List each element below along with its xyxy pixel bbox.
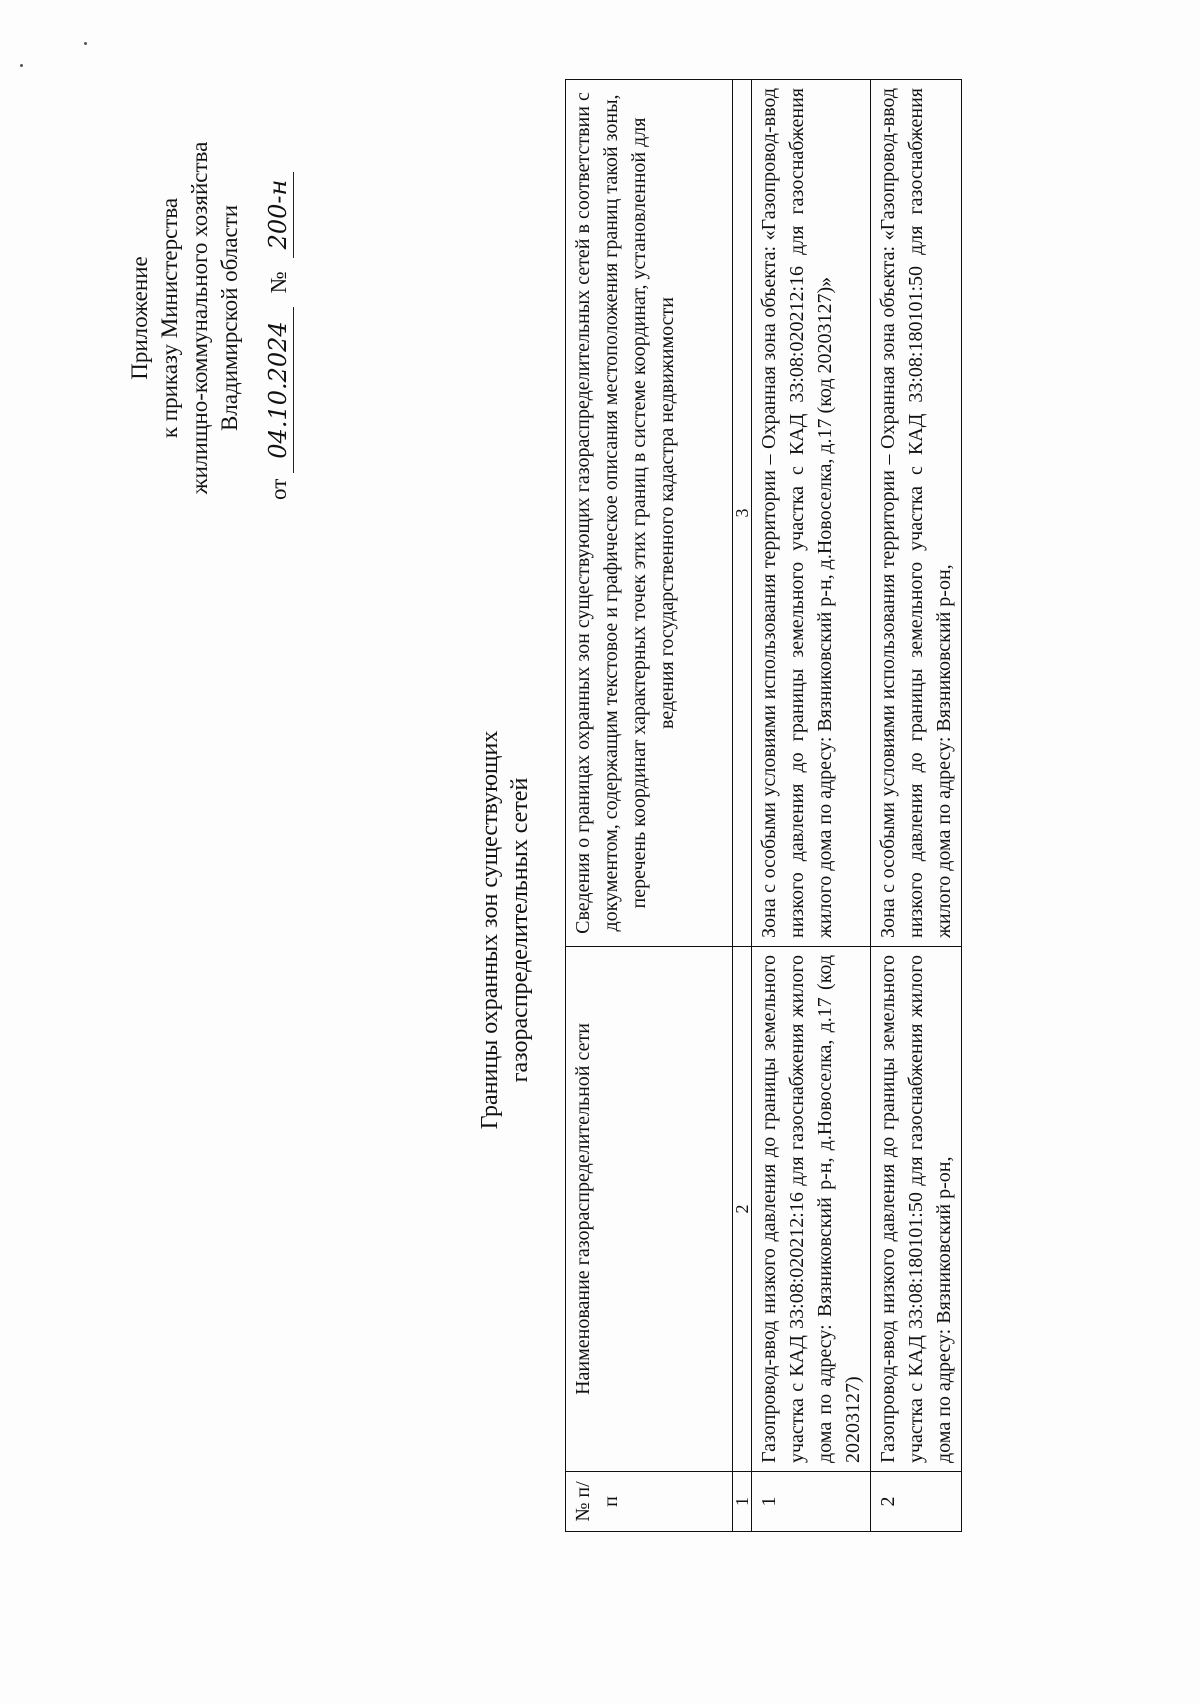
header-zone-info: Сведения о границах охранных зон существующих газораспределительных сетей в соответствии с документом, содержащим текстовое и графическое описания местоположения границ такой зоны, перечень координат характерных точек этих границ в системе координат, установленной для ведения государственного кадастра недвижимости xyxy=(566,80,733,947)
column-number: 2 xyxy=(733,947,752,1472)
network-name: Газопровод-ввод низкого давления до границы земельного участка с КАД 33:08:180101:50 для газоснабжения жилого дома по адресу: Вязниковский р-он, xyxy=(871,947,962,1472)
approval-line: Приложение xyxy=(127,256,152,380)
title-line: газораспределительных сетей xyxy=(507,777,533,1083)
header-network-name: Наименование газораспределительной сети xyxy=(566,947,733,1472)
order-number: 200-н xyxy=(263,172,294,258)
number-label: № xyxy=(266,271,291,294)
zone-info: Зона с особыми условиями использования территории – Охранная зона объекта: «Газопровод-ввод низкого давления до границы земельного участка с КАД 33:08:020212:16 для газоснабжения жилого дома по адресу: Вязниковский р-н, д.Новоселка, д.17 (код 20203127)» xyxy=(752,80,871,947)
title-line: Границы охранных зон существующих xyxy=(477,730,503,1130)
approval-line: к приказу Министерства xyxy=(157,197,182,439)
table-header-row xyxy=(566,80,733,1532)
from-label: от xyxy=(266,478,291,500)
approval-line: Владимирской области xyxy=(217,204,242,432)
table-row xyxy=(752,80,871,1532)
document-title xyxy=(475,640,535,1220)
column-number: 3 xyxy=(733,80,752,947)
header-number: № п/п xyxy=(566,1472,733,1532)
scan-speck xyxy=(84,42,87,45)
row-number: 1 xyxy=(752,1472,871,1532)
scan-speck xyxy=(20,64,23,67)
order-date-number xyxy=(263,128,294,508)
order-date: 04.10.2024 xyxy=(263,307,294,473)
row-number: 2 xyxy=(871,1472,962,1532)
network-name: Газопровод-ввод низкого давления до границы земельного участка с КАД 33:08:020212:16 для газоснабжения жилого дома по адресу: Вязниковский р-н, д.Новоселка, д.17 (код 20203127) xyxy=(752,947,871,1472)
zone-info: Зона с особыми условиями использования территории – Охранная зона объекта: «Газопровод-ввод низкого давления до границы земельного участка с КАД 33:08:180101:50 для газоснабжения жилого дома по адресу: Вязниковский р-он, xyxy=(871,80,962,947)
approval-block xyxy=(125,128,294,508)
approval-line: жилищно-коммунального хозяйства xyxy=(187,141,212,495)
protection-zones-table xyxy=(565,79,962,1532)
column-number-row xyxy=(733,80,752,1532)
column-number: 1 xyxy=(733,1472,752,1532)
rotated-sheet xyxy=(95,80,1105,1580)
table-row xyxy=(871,80,962,1532)
